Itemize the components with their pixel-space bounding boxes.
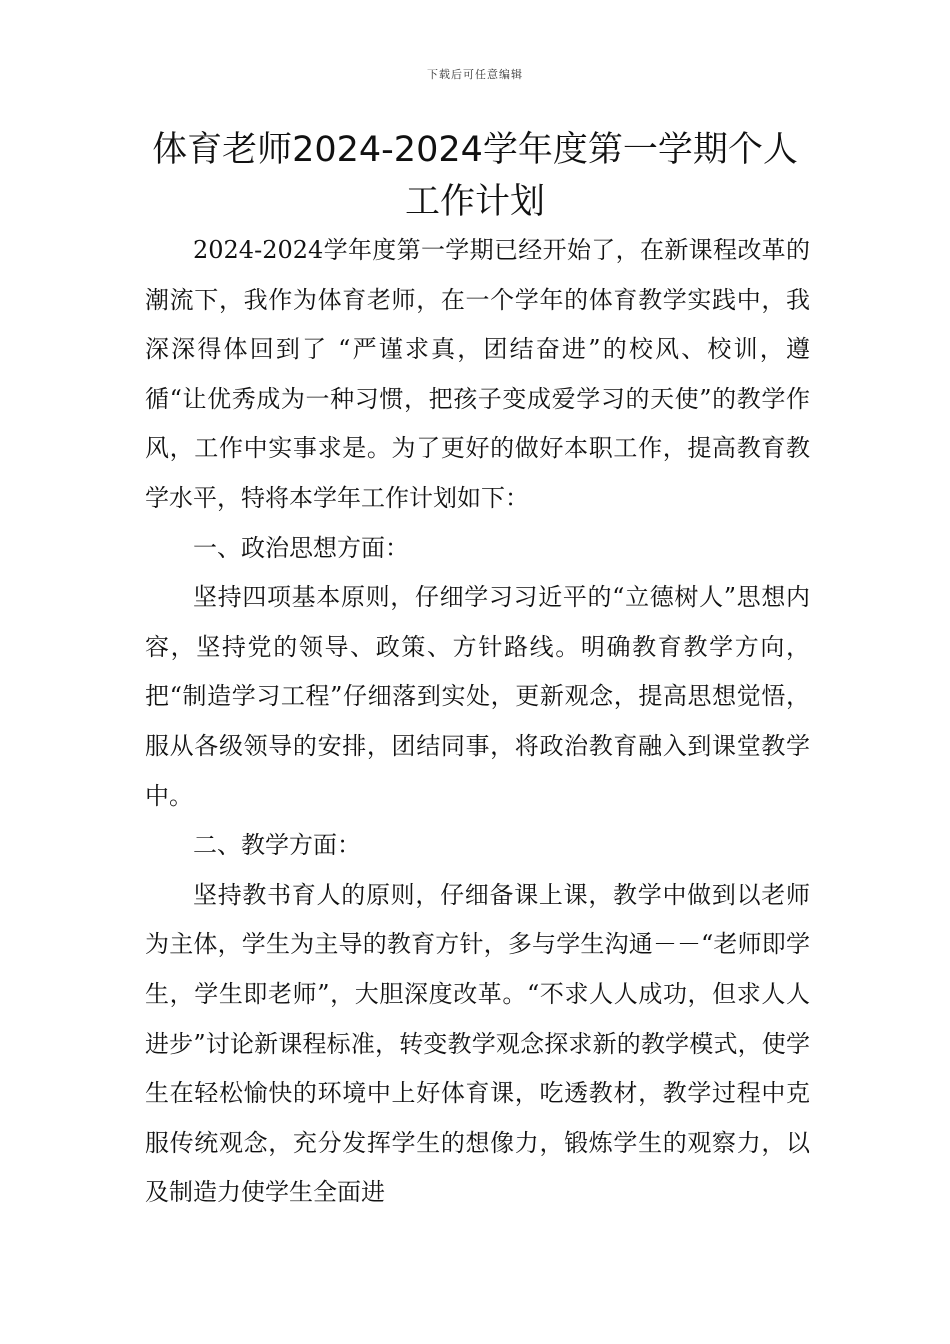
paragraph-politics: 坚持四项基本原则，仔细学习习近平的“立德树人”思想内容，坚持党的领导、政策、方针路线。明确教育教学方向，把“制造学习工程”仔细落到实处，更新观念，提高思想觉悟，服从各级领导的安排，团结同事，将政治教育融入到课堂教学中。 (145, 583, 810, 810)
section-heading-teaching: 二、教学方面： (193, 831, 361, 860)
document-title: 体育老师2024-2024学年度第一学期个人工作计划 (152, 130, 798, 222)
paragraph-intro: 2024-2024学年度第一学期已经开始了，在新课程改革的潮流下，我作为体育老师，在一个学年的体育教学实践中，我深深得体回到了 “严谨求真，团结奋进”的校风、校训，遵循“让优秀成为一种习惯，把孩子变成爱学习的天使”的教学作风，工作中实事求是。为了更好的做好本职工作，提高教育教学水平，特将本学年工作计划如下： (145, 236, 810, 512)
section-heading-politics: 一、政治思想方面： (193, 533, 409, 562)
header-note: 下载后可任意编辑 (427, 68, 523, 81)
document-body (145, 226, 810, 1218)
paragraph-teaching: 坚持教书育人的原则，仔细备课上课，教学中做到以老师为主体，学生为主导的教育方针，多与学生沟通－－“老师即学生，学生即老师”，大胆深度改革。“不求人人成功，但求人人进步”讨论新课程标准，转变教学观念探求新的教学模式，使学生在轻松愉快的环境中上好体育课，吃透教材，教学过程中克服传统观念，充分发挥学生的想像力，锻炼学生的观察力，以及制造力使学生全面进 (145, 880, 810, 1207)
